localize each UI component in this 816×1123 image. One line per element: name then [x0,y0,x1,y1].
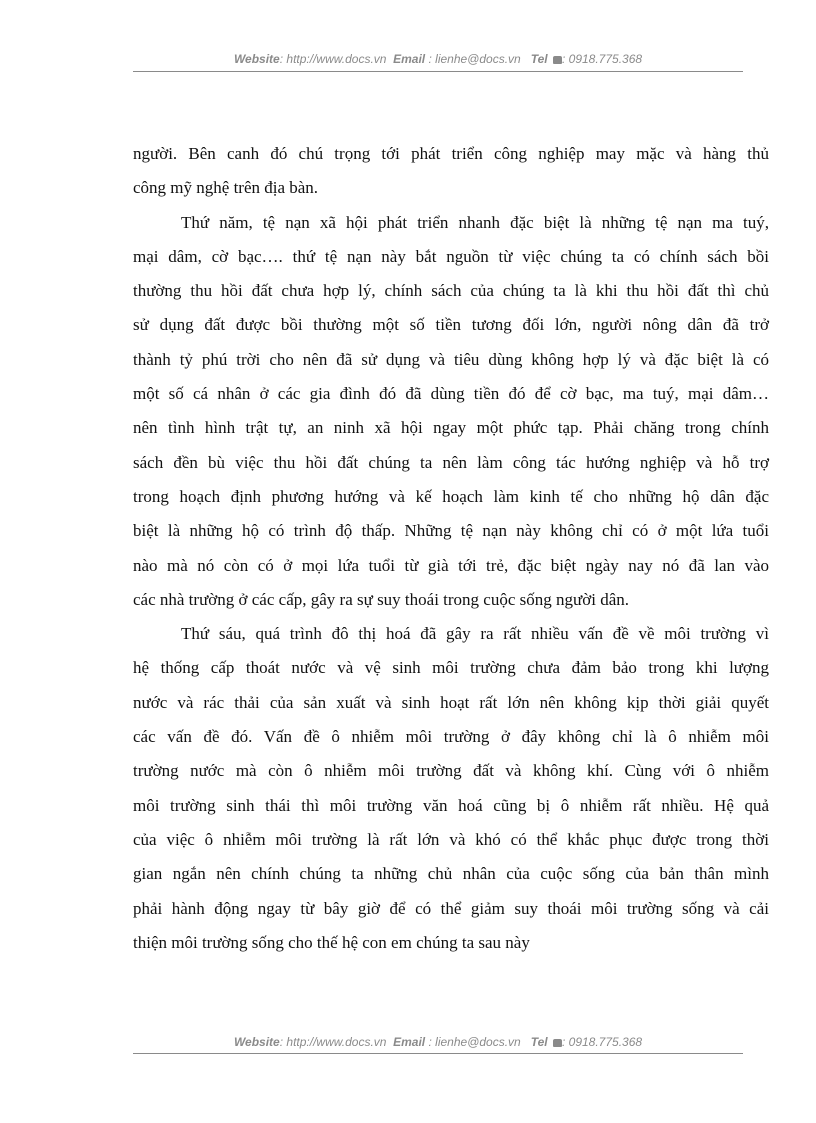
footer-website-label: Website [233,1035,280,1049]
text-line: của việc ô nhiễm môi trường là rất lớn và khó có thể khắc phục được trong thời [133,829,769,849]
header-tel-label: Tel [530,52,548,66]
text-line: nào mà nó còn có ở mọi lứa tuổi từ già tới trẻ, đặc biệt ngày nay nó đã lan vào [133,555,769,575]
text-line: nên tình hình trật tự, an ninh xã hội ngay một phức tạp. Phải chăng trong chính [133,418,769,438]
text-line: gian ngắn nên chính chúng ta những chủ nhân của cuộc sống của bản thân mình [133,864,769,884]
footer-email-value: : lienhe@docs.vn [428,1035,521,1049]
text-line: Thứ sáu, quá trình đô thị hoá đã gây ra rất nhiều vấn đề về môi trường vì [181,624,769,644]
header-divider [133,71,743,72]
text-line: phải hành động ngay từ bây giờ để có thể giảm suy thoái môi trường sống và cải [133,898,769,918]
text-line: sách đền bù việc thu hồi đất chúng ta nên làm công tác hướng nghiệp và hỗ trợ [133,452,769,472]
footer-tel-value: : 0918.775.368 [561,1035,643,1049]
text-line: thiện môi trường sống cho thế hệ con em chúng ta sau này [133,932,530,952]
text-line: thường thu hồi đất chưa hợp lý, chính sách của chúng ta là khi thu hồi đất thì chủ [133,281,769,301]
header-email-value: : lienhe@docs.vn [428,52,521,66]
text-line: mại dâm, cờ bạc…. thứ tệ nạn này bắt nguồn từ việc chúng ta có chính sách bồi [133,246,769,266]
page-header [133,51,743,67]
text-line: các nhà trường ở các cấp, gây ra sự suy thoái trong cuộc sống người dân. [133,589,629,609]
footer-divider [133,1053,743,1054]
paragraph-1 [133,137,769,206]
footer-tel-label: Tel [530,1035,548,1049]
text-line: người. Bên canh đó chú trọng tới phát triển công nghiệp may mặc và hàng thủ [133,144,769,163]
text-line: công mỹ nghệ trên địa bàn. [133,178,319,198]
footer-email-label: Email [393,1035,426,1049]
phone-icon [553,56,562,64]
text-line: các vấn đề đó. Vấn đề ô nhiễm môi trường ở đây không chỉ là ô nhiễm môi [133,727,769,747]
text-line: biệt là những hộ có trình độ thấp. Những tệ nạn này không chỉ có ở một lứa tuổi [133,521,769,541]
text-line: sử dụng đất được bồi thường một số tiền tương đối lớn, người nông dân đã trở [133,315,769,335]
header-website-value: : http://www.docs.vn [279,52,387,66]
text-line: trường nước mà còn ô nhiễm môi trường đất và không khí. Cùng với ô nhiễm [133,761,769,781]
header-email-label: Email [393,52,426,66]
text-line: nước và rác thải của sản xuất và sinh hoạt rất lớn nên không kịp thời giải quyết [133,692,769,712]
header-tel-value: : 0918.775.368 [561,52,643,66]
text-line: trong hoạch định phương hướng và kế hoạch làm kinh tế cho những hộ dân đặc [133,486,769,506]
text-line: Thứ năm, tệ nạn xã hội phát triển nhanh đặc biệt là những tệ nạn ma tuý, [181,212,769,232]
text-line: môi trường sinh thái thì môi trường văn hoá cũng bị ô nhiễm rất nhiều. Hệ quả [133,795,769,815]
text-line: thành tỷ phú trời cho nên đã sử dụng và tiêu dùng không hợp lý và đặc biệt là có [133,349,769,369]
header-website-label: Website [233,52,280,66]
phone-icon [553,1039,562,1047]
page-footer [133,1034,743,1050]
paragraph-3 [133,617,769,960]
footer-website-value: : http://www.docs.vn [279,1035,387,1049]
text-line: hệ thống cấp thoát nước và vệ sinh môi trường chưa đảm bảo trong khi lượng [133,658,769,678]
text-line: một số cá nhân ở các gia đình đó đã dùng tiền đó để cờ bạc, ma tuý, mại dâm… [133,384,769,404]
paragraph-2 [133,206,769,618]
document-body [133,137,769,960]
